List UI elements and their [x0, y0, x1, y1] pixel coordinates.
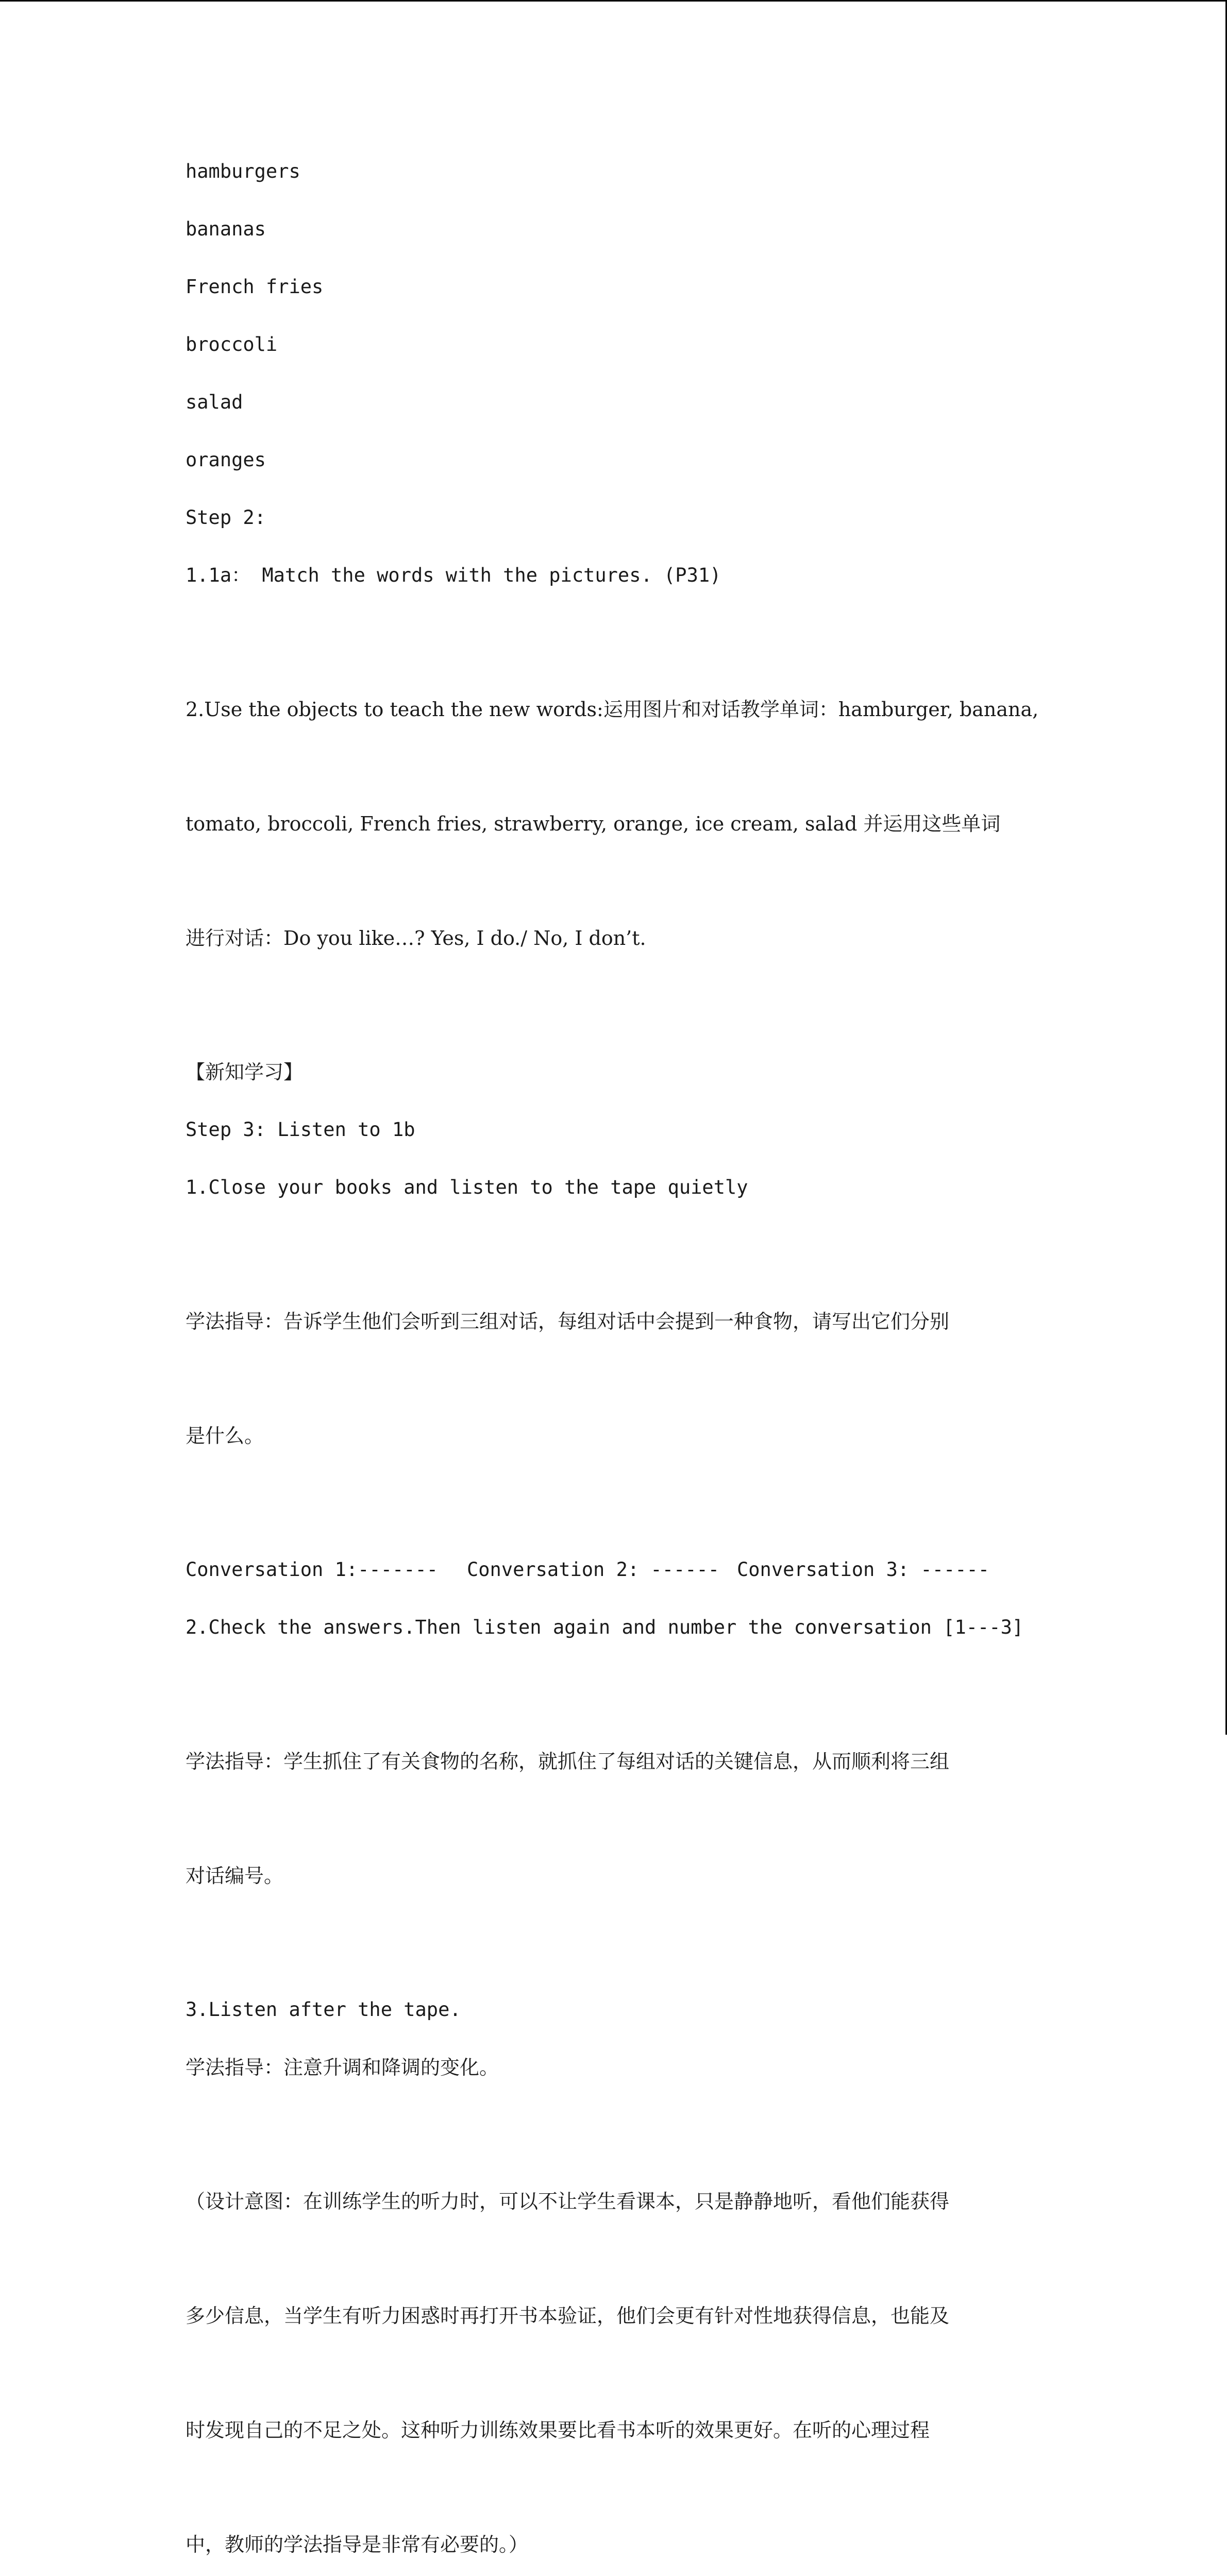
step3-heading: Step 3: Listen to 1b: [186, 1118, 415, 1141]
vocab-word: salad: [186, 391, 243, 413]
step3-item1: 1.Close your books and listen to the tape quietly: [186, 1176, 748, 1198]
study-guide-line: 学法指导：学生抓住了有关食物的名称，就抓住了每组对话的关键信息，从而顺利将三组: [186, 1750, 950, 1773]
step2-item2: [186, 614, 1041, 1033]
step2-item2-line: 进行对话：Do you like…? Yes, I do./ No, I don’t.: [186, 927, 646, 950]
conversation-3: Conversation 3: ------: [737, 1558, 990, 1581]
design-intent: [186, 2106, 1041, 2576]
vocab-word: broccoli: [186, 333, 278, 355]
section-title: 【新知学习】: [186, 1061, 304, 1083]
conversation-1: Conversation 1:-------: [186, 1558, 439, 1581]
study-guide-1: [186, 1226, 1041, 1531]
document-body: [186, 152, 1041, 2576]
conversation-row: [186, 1551, 1041, 1589]
vocab-word: bananas: [186, 218, 266, 240]
step2-heading: Step 2:: [186, 506, 266, 529]
design-intent-line: （设计意图：在训练学生的听力时，可以不让学生看课本，只是静静地听，看他们能获得: [186, 2190, 950, 2213]
design-intent-line: 多少信息，当学生有听力困惑时再打开书本验证，他们会更有针对性地获得信息，也能及: [186, 2304, 950, 2327]
step3-item3: 3.Listen after the tape.: [186, 1998, 461, 2021]
conversation-2: Conversation 2: ------: [467, 1558, 720, 1581]
step2-item1: 1.1a： Match the words with the pictures. (P31): [186, 564, 721, 586]
study-guide-line: 是什么。: [186, 1425, 264, 1447]
page-top-border: [0, 0, 1227, 2]
step3-item2: 2.Check the answers.Then listen again and number the conversation [1---3]: [186, 1616, 1024, 1638]
study-guide-line: 学法指导：告诉学生他们会听到三组对话，每组对话中会提到一种食物，请写出它们分别: [186, 1310, 950, 1333]
design-intent-line: 时发现自己的不足之处。这种听力训练效果要比看书本听的效果更好。在听的心理过程: [186, 2419, 930, 2442]
vocab-word: oranges: [186, 449, 266, 471]
study-guide-line: 对话编号。: [186, 1865, 284, 1887]
step2-item2-line: 2.Use the objects to teach the new words:运用图片和对话教学单词：hamburger, banana,: [186, 698, 1039, 721]
vocab-word: French fries: [186, 276, 324, 298]
design-intent-line: 中，教师的学法指导是非常有必要的。）: [186, 2533, 529, 2556]
study-guide-2: [186, 1666, 1041, 1971]
step2-item2-line: tomato, broccoli, French fries, strawberry, orange, ice cream, salad 并运用这些单词: [186, 812, 1001, 835]
vocab-word: hamburgers: [186, 160, 300, 182]
study-guide-3: 学法指导：注意升调和降调的变化。: [186, 2056, 499, 2079]
